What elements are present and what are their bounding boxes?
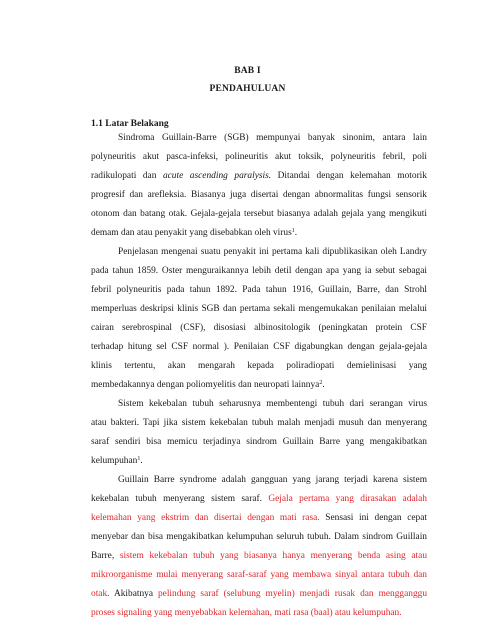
italic-term: acute ascending paralysis. [162,171,272,181]
footnote-ref: 1 [291,228,295,234]
line-text: . [294,228,298,238]
paragraph-line [91,512,427,524]
line-text: radikulopati dan [91,171,163,181]
chapter-title: PENDAHULUAN [209,84,286,94]
line-text: demam dan atau penyakit yang disebabkan oleh virus [91,228,292,238]
paragraph-line [118,474,427,486]
paragraph-line [91,303,427,315]
paragraph-line [118,132,427,144]
paragraph-line [118,246,427,258]
line-text: terhadap hitung sel CSF normal ). Penilaian CSF digabungkan dengan gejala-gejala [91,342,427,352]
line-text: kekebalan tubuh menyerang sistem saraf. [91,494,269,504]
paragraph-line [91,531,427,543]
paragraph-line [91,493,427,505]
paragraph-line [91,322,427,334]
line-text: febril polyneuritis pada tahun 1892. Pada tahun 1916, Guillain, Barre, dan Strohl [91,285,427,295]
line-text: cairan serebrospinal (CSF), disosiasi albinositologik (peningkatan protein CSF [91,323,427,333]
line-text: Sensasi ini dengan cepat [319,513,427,523]
paragraph-line [91,170,427,182]
line-text: saraf sendiri bisa memicu terjadinya sindrom Guillain Barre yang mengakibatkan [91,437,427,447]
line-text: Sindroma Guillain-Barre (SGB) mempunyai banyak sinonim, antara lain [118,133,427,143]
paragraph-line [91,189,427,201]
line-text: polyneuritis akut pasca-infeksi, polineuritis akut toksik, polyneuritis febril, poli [91,152,427,162]
paragraph-line [91,569,427,581]
highlighted-text: proses signaling yang menyebabkan kelemahan, mati rasa (baal) atau kelumpuhan. [91,608,402,618]
line-text: Barre, [91,551,120,561]
highlighted-text: pelindung saraf (selubung myelin) menjadi rusak dan mengganggu [157,589,428,599]
paragraph-line [91,588,427,600]
line-text: Ditandai dengan kelemahan motorik [271,171,427,181]
paragraph-line [91,550,427,562]
line-text: membedakannya dengan poliomyelitis dan neuropati lainnya [91,380,320,390]
chapter-label: BAB I [234,66,261,76]
paragraph-line [91,208,427,220]
paragraph-line [91,265,427,277]
paragraph-line [91,360,427,372]
paragraph-line [91,379,427,391]
line-text: Guillain Barre syndrome adalah gangguan yang jarang terjadi karena sistem [118,475,427,485]
footnote-ref: 1 [137,456,141,462]
line-text: menyebar dan bisa mengakibatkan kelumpuhan seluruh tubuh. Dalam sindrom Guillain [91,532,427,542]
paragraph-line [91,607,427,619]
highlighted-text: otak. [91,589,110,599]
line-text: . [140,456,143,466]
highlighted-text: Gejala pertama yang dirasakan adalah [268,494,427,504]
line-text: . [322,380,325,390]
paragraph-line [91,455,427,467]
paragraph-line [91,151,427,163]
line-text: atau bakteri. Tapi jika sistem kekebalan tubuh malah menjadi musuh dan menyerang [91,418,427,428]
highlighted-text: sistem kekebalan tubuh yang biasanya hanya menyerang benda asing atau [119,551,428,561]
paragraph-line [118,398,427,410]
highlighted-text: kelemahan yang ekstrim dan disertai dengan mati rasa. [91,513,320,523]
line-text: memperluas deskripsi klinis SGB dan pertama sekali mengemukakan penilaian melalui [91,304,427,314]
line-text: Penjelasan mengenai suatu penyakit ini pertama kali dipublikasikan oleh Landry [118,247,427,257]
highlighted-text: mikroorganisme mulai menyerang saraf-saraf yang membawa sinyal antara tubuh dan [91,570,427,580]
line-text: Sistem kekebalan tubuh seharusnya membentengi tubuh dari serangan virus [118,399,427,409]
line-text: otonom dan batang otak. Gejala-gejala tersebut biasanya adalah gejala yang mengikuti [91,209,427,219]
paragraph-line [91,417,427,429]
paragraph-line [91,341,427,353]
section-heading: 1.1 Latar Belakang [91,119,169,129]
footnote-ref: 2 [319,380,323,386]
line-text: progresif dan arefleksia. Biasanya juga disertai dengan abnormalitas fungsi sensorik [91,190,427,200]
line-text: klinis tertentu, akan mengarah kepada poliradiopati demielinisasi yang [91,361,427,371]
paragraph-line [91,284,427,296]
paragraph-line [91,436,427,448]
line-text: pada tahun 1859. Oster menguraikannya lebih detil dengan apa yang ia sebut sebagai [91,266,427,276]
line-text: Akibatnya [109,589,158,599]
paragraph-line [91,227,427,239]
line-text: kelumpuhan [91,456,138,466]
